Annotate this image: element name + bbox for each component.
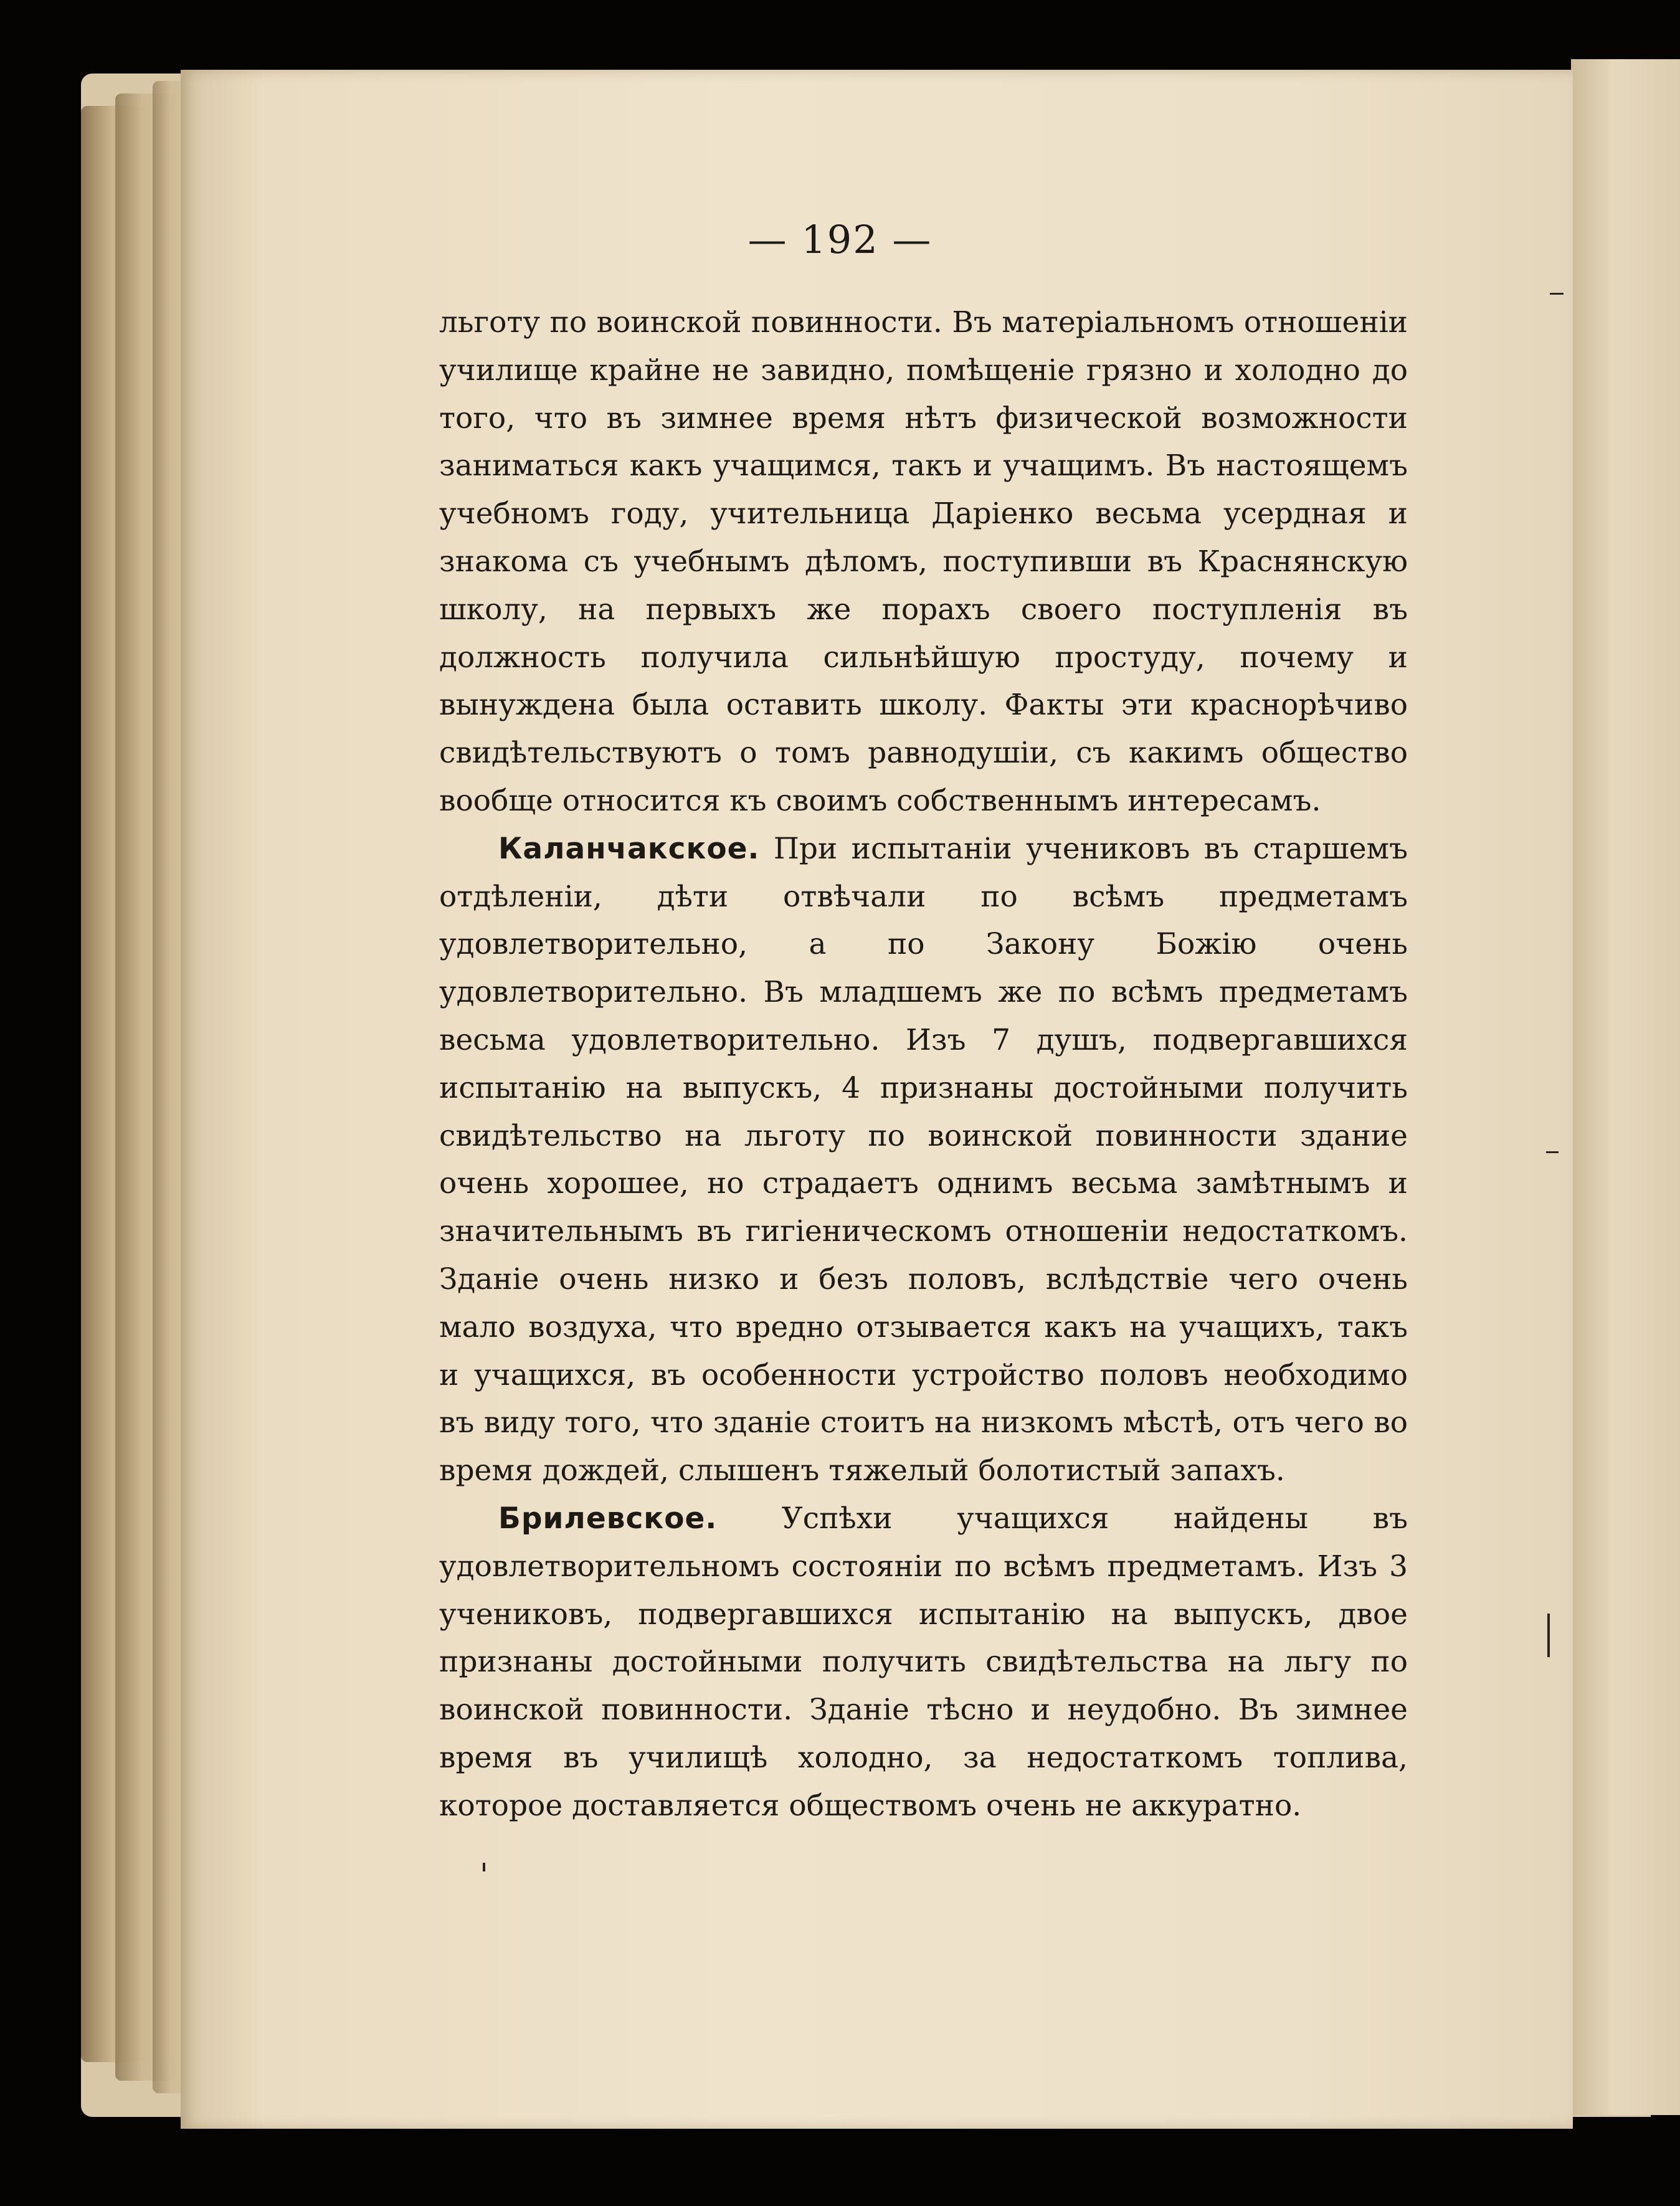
paragraph-text: Успѣхи учащихся найдены въ удовлетворительномъ состояніи по всѣмъ предметамъ. Изъ 3 учениковъ, подвергавшихся испытанію на выпускъ, двое признаны достойными получить свидѣтельства на льгу по воинской повинности. Зданіе тѣсно и неудобно. Въ зимнее время въ училищѣ холодно, за недостаткомъ топлива, которое доставляется обществомъ очень не аккуратно. (439, 1501, 1408, 1823)
facing-page-edge (1571, 59, 1680, 2115)
margin-pencil-mark (1550, 293, 1564, 295)
page-body (439, 299, 1408, 1830)
margin-pencil-mark (1546, 1151, 1559, 1153)
page-number: — 192 — (747, 217, 933, 262)
paragraph-text: льготу по воинской повинности. Въ матеріальномъ отношеніи училище крайне не завидно, помѣщеніе грязно и холодно до того, что въ зимнее время нѣтъ физической возможности заниматься какъ учащимся, такъ и учащимъ. Въ настоящемъ учебномъ году, учительница Даріенко весьма усердная и знакома съ учебнымъ дѣломъ, поступивши въ Краснянскую школу, на первыхъ же порахъ своего поступленія въ должность получила сильнѣйшую простуду, почему и вынуждена была оставить школу. Факты эти краснорѣчиво свидѣтельствуютъ о томъ равнодушіи, съ какимъ общество вообще относится къ своимъ собственнымъ интересамъ. (439, 305, 1408, 818)
margin-pencil-mark (1547, 1614, 1550, 1657)
section-heading: Каланчакское. (498, 831, 760, 866)
paragraph-text: При испытаніи учениковъ въ старшемъ отдѣленіи, дѣти отвѣчали по всѣмъ предметамъ удовлетворительно, а по Закону Божію очень удовлетворительно. Въ младшемъ же по всѣмъ предметамъ весьма удовлетворительно. Изъ 7 душъ, подвергавшихся испытанію на выпускъ, 4 признаны достойными получить свидѣтельство на льготу по воинской повинности здание очень хорошее, но страдаетъ однимъ весьма замѣтнымъ и значительнымъ въ гигіеническомъ отношеніи недостаткомъ. Зданіе очень низко и безъ половъ, вслѣдствіе чего очень мало воздуха, что вредно отзывается какъ на учащихъ, такъ и учащихся, въ особенности устройство половъ необходимо въ виду того, что зданіе стоитъ на низкомъ мѣстѣ, отъ чего во время дождей, слышенъ тяжелый болотистый запахъ. (439, 831, 1408, 1488)
paragraph-continuation (439, 299, 1408, 825)
ink-speck (483, 1863, 485, 1871)
paragraph-kalanchak (439, 825, 1408, 1495)
section-heading: Брилевское. (498, 1501, 718, 1536)
paragraph-brilevka (439, 1495, 1408, 1830)
